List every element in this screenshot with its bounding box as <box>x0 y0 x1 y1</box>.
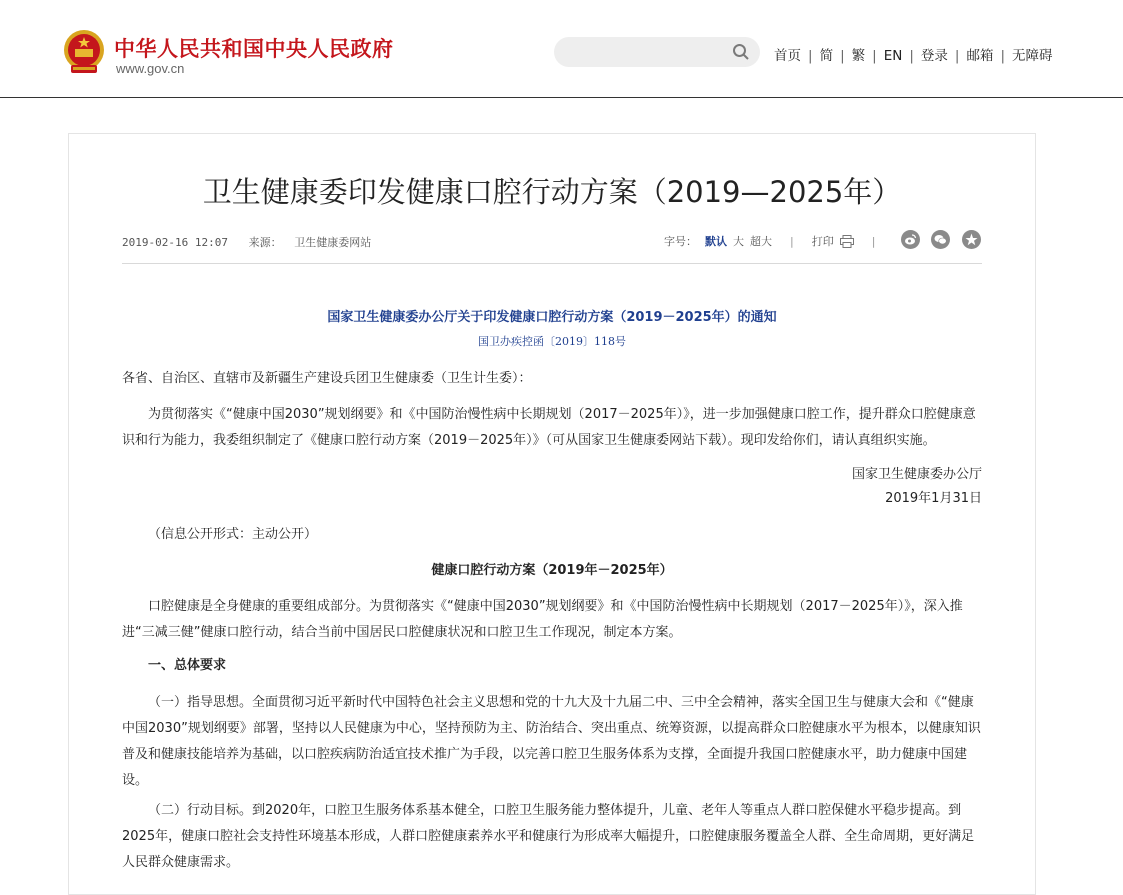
search-icon[interactable] <box>732 43 750 61</box>
sign-date: 2019年1月31日 <box>885 491 982 506</box>
nav-accessibility[interactable]: 无障碍 <box>1012 48 1053 64</box>
signer: 国家卫生健康委办公厅 <box>851 467 982 482</box>
intro-paragraph: 为贯彻落实《“健康中国2030”规划纲要》和《中国防治慢性病中长期规划（2017－2025年）》，进一步加强健康口腔工作，提升群众口腔健康意识和行为能力，我委组织制定了《健康口腔行动方案（2019－2025年）》（可从国家卫生健康委网站下载）。现印发给你们，请认真组织实施。 <box>122 407 976 448</box>
font-default-button[interactable]: 默认 <box>705 235 727 248</box>
nav-home[interactable]: 首页 <box>774 48 801 64</box>
weibo-share-icon[interactable] <box>901 230 920 249</box>
site-header <box>0 0 1123 98</box>
nav-login[interactable]: 登录 <box>920 48 948 64</box>
salutation: 各省、自治区、直辖市及新疆生产建设兵团卫生健康委（卫生计生委）： <box>122 371 532 386</box>
guiding-paragraph: （一）指导思想。全面贯彻习近平新时代中国特色社会主义思想和党的十九大及十九届二中、三中全会精神，落实全国卫生与健康大会和《“健康中国2030”规划纲要》部署，坚持以人民健康为中心，坚持预防为主、防治结合、突出重点、统筹资源，以提高群众口腔健康水平为根本，以健康知识普及和健康技能培养为基础，以口腔疾病防治适宜技术推广为手段，以完善口腔卫生服务体系为支撑，全面提升我国口腔健康水平，助力健康中国建设。 <box>122 695 981 788</box>
source-label: 来源： <box>248 236 282 249</box>
article-card <box>68 133 1036 895</box>
nav-simplified[interactable]: 简 <box>819 48 834 64</box>
print-icon <box>840 235 854 248</box>
font-size-label: 字号： <box>664 235 697 248</box>
article-meta <box>122 234 371 250</box>
national-emblem-icon[interactable] <box>63 29 105 75</box>
font-large-button[interactable]: 大 <box>733 235 744 248</box>
top-nav: 首页 | 简 | 繁 | EN | 登录 | 邮箱 | 无障碍 <box>774 48 1053 64</box>
article-title: 卫生健康委印发健康口腔行动方案（2019—2025年） <box>202 175 902 209</box>
goals-paragraph: （二）行动目标。到2020年，口腔卫生服务体系基本健全，口腔卫生服务能力整体提升，儿童、老年人等重点人群口腔保健水平稳步提高。到2025年，健康口腔社会支持性环境基本形成，人群口腔健康素养水平和健康行为形成率大幅提升，口腔健康服务覆盖全人群、全生命周期，更好满足人民群众健康需求。 <box>122 803 975 870</box>
title-divider <box>122 263 982 264</box>
wechat-share-icon[interactable] <box>931 230 950 249</box>
print-label: 打印 <box>811 235 834 248</box>
plan-title: 健康口腔行动方案（2019年－2025年） <box>431 563 673 578</box>
nav-traditional[interactable]: 繁 <box>851 48 866 64</box>
font-xlarge-button[interactable]: 超大 <box>750 235 772 248</box>
nav-english[interactable]: EN <box>883 48 903 64</box>
nav-mail[interactable]: 邮箱 <box>966 48 994 64</box>
disclosure-note: （信息公开形式：主动公开） <box>148 527 318 542</box>
source-link[interactable]: 卫生健康委网站 <box>294 236 372 249</box>
print-button[interactable] <box>812 235 854 248</box>
publish-datetime: 2019-02-16 12:07 <box>122 236 228 249</box>
section-heading: 一、总体要求 <box>148 658 227 673</box>
notice-title: 国家卫生健康委办公厅关于印发健康口腔行动方案（2019－2025年）的通知 <box>327 310 777 325</box>
site-url: www.gov.cn <box>116 61 185 76</box>
search-input[interactable] <box>554 37 760 67</box>
article-tools: 字号： 默认 大 超大 | 打印 | <box>664 235 876 248</box>
doc-number: 国卫办疾控函〔2019〕118号 <box>478 335 626 348</box>
plan-intro: 口腔健康是全身健康的重要组成部分。为贯彻落实《“健康中国2030”规划纲要》和《中国防治慢性病中长期规划（2017－2025年）》，深入推进“三减三健”健康口腔行动，结合当前中国居民口腔健康状况和口腔卫生工作现况，制定本方案。 <box>122 599 963 640</box>
favorite-icon[interactable] <box>962 230 981 249</box>
site-name[interactable]: 中华人民共和国中央人民政府 <box>114 37 394 61</box>
